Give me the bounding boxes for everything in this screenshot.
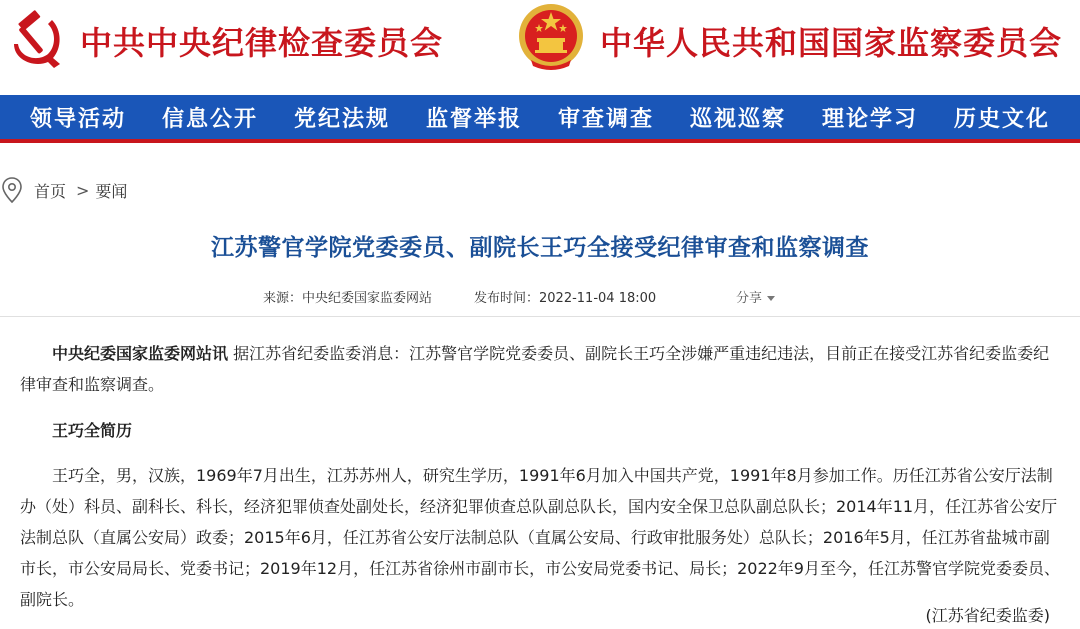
nav-item-investigation[interactable]: 审查调查 — [557, 105, 654, 132]
article-paragraph-1-text: 据江苏省纪委监委消息：江苏警官学院党委委员、副院长王巧全涉嫌严重违纪违法，目前正在接受江苏省纪委监委纪律审查和监察调查。 — [20, 344, 1050, 394]
chevron-down-icon — [767, 296, 775, 301]
meta-divider — [0, 316, 1080, 317]
hammer-sickle-icon — [4, 6, 68, 70]
share-button[interactable] — [736, 287, 775, 306]
breadcrumb — [0, 175, 127, 205]
article-lead: 中央纪委国家监委网站讯 — [52, 344, 229, 363]
nav-item-leadership[interactable]: 领导活动 — [29, 105, 126, 132]
article-subhead: 王巧全简历 — [52, 421, 133, 440]
time-value: 2022-11-04 18:00 — [539, 291, 657, 306]
nav-item-reporting[interactable]: 监督举报 — [425, 105, 522, 132]
masthead — [0, 0, 1080, 95]
nsc-name: 中华人民共和国国家监察委员会 — [600, 24, 1063, 62]
article-time — [474, 287, 656, 306]
source-label: 来源： — [263, 291, 303, 306]
nav-item-theory[interactable]: 理论学习 — [821, 105, 918, 132]
ccdi-name: 中共中央纪律检查委员会 — [80, 24, 444, 62]
article-paragraph-1 — [20, 338, 1060, 400]
national-emblem-icon — [517, 2, 585, 74]
nav-item-disclosure[interactable]: 信息公开 — [161, 105, 258, 132]
nav-item-regulations[interactable]: 党纪法规 — [293, 105, 390, 132]
location-pin-icon — [0, 176, 24, 204]
breadcrumb-current[interactable]: 要闻 — [95, 181, 128, 201]
breadcrumb-home[interactable]: 首页 — [34, 181, 67, 201]
share-label: 分享 — [736, 291, 763, 306]
breadcrumb-separator: > — [76, 180, 90, 200]
article-meta — [0, 287, 1080, 307]
article-credit: (江苏省纪委监委) — [925, 606, 1050, 625]
nav-item-history[interactable]: 历史文化 — [953, 105, 1050, 132]
source-value: 中央纪委国家监委网站 — [302, 291, 433, 306]
time-label: 发布时间： — [474, 291, 540, 306]
nav-item-inspection[interactable]: 巡视巡察 — [689, 105, 786, 132]
article-title: 江苏警官学院党委委员、副院长王巧全接受纪律审查和监察调查 — [211, 235, 869, 261]
main-nav — [0, 95, 1080, 143]
article-paragraph-2: 王巧全，男，汉族，1969年7月出生，江苏苏州人，研究生学历，1991年6月加入中国共产党，1991年8月参加工作。历任江苏省公安厅法制办（处）科员、副科长、科长，经济犯罪侦查处副处长，经济犯罪侦查总队副总队长，国内安全保卫总队副总队长；2014年11月，任江苏省公安厅法制总队（直属公安局）政委；2015年6月，任江苏省公安厅法制总队（直属公安局、行政审批服务处）总队长；2016年5月，任江苏省盐城市副市长，市公安局局长、党委书记；2019年12月，任江苏省徐州市副市长，市公安局党委书记、局长；2022年9月至今，任江苏警官学院党委委员、副院长。 — [20, 466, 1060, 609]
article-source — [263, 287, 432, 306]
